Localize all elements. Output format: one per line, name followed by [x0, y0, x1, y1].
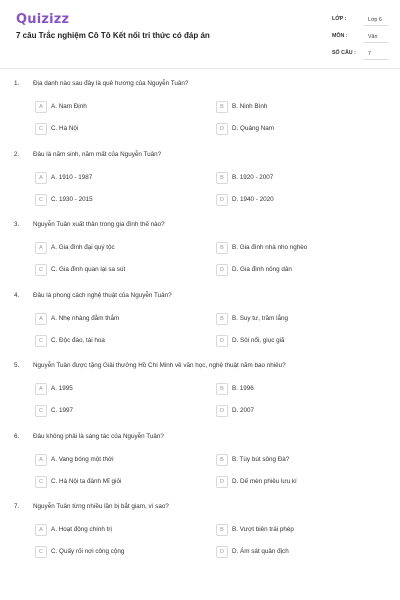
- answer-option-c[interactable]: [35, 264, 195, 276]
- worksheet-title: 7 câu Trắc nghiệm Cô Tô Kết nối tri thức có đáp án: [16, 31, 210, 40]
- answer-option-b[interactable]: [216, 454, 376, 466]
- question-1: [0, 80, 400, 150]
- answer-option-c[interactable]: [35, 476, 195, 488]
- question-number: 2.: [14, 150, 20, 158]
- option-letter-box[interactable]: D: [216, 546, 228, 558]
- option-text: B. Ninh Bình: [232, 103, 268, 110]
- question-count-field[interactable]: 7: [364, 48, 388, 60]
- question-number: 3.: [14, 221, 20, 228]
- answer-option-d[interactable]: [216, 335, 376, 347]
- subject-field[interactable]: Văn: [364, 31, 388, 43]
- answer-option-a[interactable]: [35, 242, 195, 254]
- option-text: C. Hà Nội ta đánh Mĩ giỏi: [51, 477, 122, 485]
- answer-option-b[interactable]: [216, 242, 376, 254]
- option-letter-box[interactable]: A: [35, 524, 47, 536]
- option-text: D. 2007: [232, 407, 255, 414]
- option-letter-box[interactable]: C: [35, 335, 47, 347]
- option-text: C. Hà Nội: [51, 125, 79, 132]
- option-letter-box[interactable]: C: [35, 546, 47, 558]
- option-text: B. Vượt biên trái phép: [232, 526, 294, 533]
- meta-row-question-count: [332, 48, 388, 63]
- answer-option-c[interactable]: [35, 405, 195, 417]
- answer-option-c[interactable]: [35, 546, 195, 558]
- answer-option-c[interactable]: [35, 335, 195, 347]
- option-text: B. Tùy bút sông Đà?: [232, 455, 290, 463]
- option-text: C. 1997: [51, 407, 74, 414]
- option-text: D. Ám sát quân địch: [232, 548, 289, 555]
- question-7: [0, 503, 400, 573]
- option-text: A. Nhẹ nhàng đằm thắm: [51, 314, 120, 322]
- option-letter-box[interactable]: B: [216, 313, 228, 325]
- option-letter-box[interactable]: A: [35, 242, 47, 254]
- option-letter-box[interactable]: A: [35, 101, 47, 113]
- question-text: Nguyễn Tuân xuất thân trong gia đình thế nào?: [33, 221, 165, 228]
- question-text: Nguyễn Tuân từng nhiều lần bị bắt giam, vì sao?: [33, 503, 169, 510]
- option-letter-box[interactable]: B: [216, 242, 228, 254]
- answer-option-a[interactable]: [35, 454, 195, 466]
- answer-option-b[interactable]: [216, 172, 376, 184]
- option-letter-box[interactable]: D: [216, 264, 228, 276]
- option-letter-box[interactable]: D: [216, 194, 228, 206]
- option-text: A. 1995: [51, 385, 73, 392]
- answer-option-b[interactable]: [216, 524, 376, 536]
- option-text: A. Vang bóng một thời: [51, 455, 114, 463]
- question-3: [0, 221, 400, 291]
- option-text: C. 1930 - 2015: [51, 195, 93, 203]
- answer-option-d[interactable]: [216, 264, 376, 276]
- option-letter-box[interactable]: C: [35, 476, 47, 488]
- option-text: B. 1996: [232, 385, 254, 392]
- question-text: Đâu không phải là sáng tác của Nguyễn Tuân?: [33, 432, 164, 440]
- option-letter-box[interactable]: D: [216, 123, 228, 135]
- answer-option-a[interactable]: [35, 524, 195, 536]
- answer-option-b[interactable]: [216, 313, 376, 325]
- option-text: D. Dế mèn phiêu lưu kí: [232, 477, 297, 485]
- question-4: [0, 292, 400, 362]
- meta-row-grade: [332, 14, 388, 29]
- grade-field[interactable]: Lớp 6: [364, 14, 388, 26]
- question-number: 4.: [14, 291, 20, 299]
- option-text: B. 1920 - 2007: [232, 173, 274, 181]
- worksheet-header: [0, 0, 400, 68]
- meta-label: MÔN :: [332, 33, 348, 39]
- question-text: Nguyễn Tuân được tặng Giải thưởng Hồ Chí Minh về văn học, nghệ thuật năm bao nhiêu?: [33, 362, 286, 369]
- option-text: B. Suy tư, trầm lắng: [232, 314, 289, 322]
- question-6: [0, 433, 400, 503]
- option-text: C. Quấy rối nơi công cộng: [51, 548, 125, 555]
- answer-option-d[interactable]: [216, 123, 376, 135]
- question-2: [0, 151, 400, 221]
- option-letter-box[interactable]: D: [216, 476, 228, 488]
- header-divider: [0, 68, 400, 69]
- question-number: 7.: [14, 503, 20, 510]
- answer-option-a[interactable]: [35, 313, 195, 325]
- quizizz-logo: Quizizz: [16, 12, 70, 27]
- option-text: D. Quảng Nam: [232, 125, 274, 132]
- answer-option-d[interactable]: [216, 194, 376, 206]
- option-text: A. Hoạt động chính trị: [51, 526, 112, 533]
- option-letter-box[interactable]: A: [35, 172, 47, 184]
- answer-option-c[interactable]: [35, 194, 195, 206]
- answer-option-d[interactable]: [216, 476, 376, 488]
- meta-label: LỚP :: [332, 16, 347, 22]
- option-letter-box[interactable]: C: [35, 405, 47, 417]
- question-number: 1.: [14, 80, 20, 87]
- option-letter-box[interactable]: B: [216, 172, 228, 184]
- option-text: C. Độc đáo, tài hoa: [51, 336, 105, 344]
- option-letter-box[interactable]: A: [35, 383, 47, 395]
- option-letter-box[interactable]: A: [35, 454, 47, 466]
- worksheet-meta: [332, 14, 388, 65]
- option-text: A. Gia đình đại quý tộc: [51, 244, 115, 251]
- option-text: B. Gia đình nhà nho nghèo: [232, 244, 308, 251]
- option-letter-box[interactable]: B: [216, 454, 228, 466]
- answer-option-d[interactable]: [216, 546, 376, 558]
- answer-option-a[interactable]: [35, 101, 195, 113]
- option-text: D. Gia đình nông dân: [232, 266, 292, 273]
- meta-row-subject: [332, 31, 388, 46]
- option-text: D. 1940 - 2020: [232, 195, 274, 203]
- question-5: [0, 362, 400, 432]
- question-number: 5.: [14, 362, 20, 369]
- option-letter-box[interactable]: D: [216, 405, 228, 417]
- question-text: Đâu là phong cách nghệ thuật của Nguyễn Tuân?: [33, 291, 172, 299]
- question-text: Đâu là năm sinh, năm mất của Nguyễn Tuân?: [33, 150, 162, 158]
- answer-option-b[interactable]: [216, 101, 376, 113]
- option-text: D. Sôi nổi, giục giã: [232, 336, 285, 344]
- answer-option-c[interactable]: [35, 123, 195, 135]
- option-letter-box[interactable]: B: [216, 383, 228, 395]
- question-number: 6.: [14, 432, 20, 440]
- answer-option-d[interactable]: [216, 405, 376, 417]
- meta-label: SỐ CÂU :: [332, 50, 356, 56]
- option-letter-box[interactable]: B: [216, 101, 228, 113]
- option-text: C. Gia đình quan lại sa sút: [51, 266, 126, 273]
- option-text: A. 1910 - 1987: [51, 173, 93, 181]
- option-letter-box[interactable]: C: [35, 123, 47, 135]
- option-letter-box[interactable]: A: [35, 313, 47, 325]
- option-letter-box[interactable]: C: [35, 194, 47, 206]
- question-text: Địa danh nào sau đây là quê hương của Nguyễn Tuân?: [33, 80, 189, 87]
- answer-option-b[interactable]: [216, 383, 376, 395]
- option-letter-box[interactable]: B: [216, 524, 228, 536]
- answer-option-a[interactable]: [35, 172, 195, 184]
- option-text: A. Nam Định: [51, 103, 87, 110]
- option-letter-box[interactable]: D: [216, 335, 228, 347]
- option-letter-box[interactable]: C: [35, 264, 47, 276]
- answer-option-a[interactable]: [35, 383, 195, 395]
